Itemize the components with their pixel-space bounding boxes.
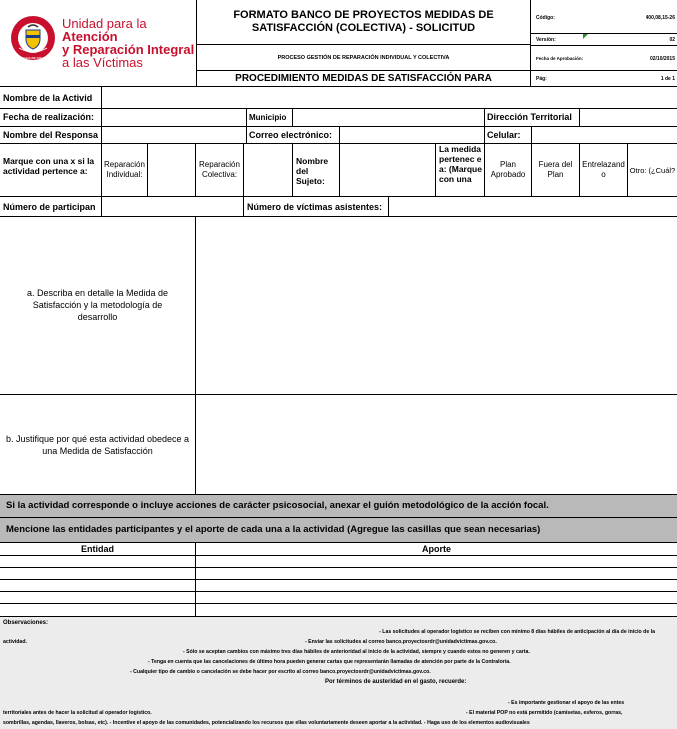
date-label: Fecha de realización: — [0, 109, 102, 126]
entity-cell[interactable] — [0, 580, 196, 591]
observation-line: actividad. — [3, 639, 27, 645]
contribution-cell[interactable] — [196, 592, 677, 603]
logo-line3: a las Víctimas — [62, 55, 143, 70]
process-name: PROCESO GESTIÓN DE REPARACIÓN INDIVIDUAL Y COLECTIVA — [197, 45, 530, 71]
row-date-municipality — [0, 109, 677, 127]
observations-section — [0, 617, 677, 729]
territorial-label: Dirección Territorial — [485, 109, 580, 126]
cell-input[interactable] — [532, 127, 677, 143]
observation-line: - Tenga en cuenta que las cancelaciones de último hora pueden generar cartas que representarán llamadas de atención por parte de la Contraloría. — [148, 659, 511, 665]
other-option[interactable]: Otro: (¿Cuál? — [629, 165, 676, 175]
logo-area — [0, 0, 197, 86]
victims-label: Número de víctimas asistentes: — [244, 197, 389, 216]
form-fields — [0, 86, 677, 216]
entity-cell[interactable] — [0, 568, 196, 579]
table-row — [0, 592, 677, 604]
logo-text — [62, 17, 196, 69]
psychosocial-banner: Si la actividad corresponde o incluye acciones de carácter psicosocial, anexar el guión metodológico de la acción focal. — [0, 495, 677, 518]
meta-version: Versión: 02 — [531, 34, 677, 46]
municipality-input[interactable] — [293, 109, 485, 126]
individual-repair-option: Reparación Individual: — [102, 144, 148, 196]
participants-label: Número de participan — [0, 197, 102, 216]
observation-line: - Sólo se aceptan cambios con máximo tres días hábiles de anterioridad al inicio de la actividad, siempre y cuando estos no generen y carta. — [183, 649, 530, 655]
victims-input[interactable] — [389, 197, 677, 216]
activity-name-label: Nombre de la Activid — [0, 87, 102, 108]
col-contribution-header: Aporte — [196, 543, 677, 556]
austerity-line: - El material POP no está permitido (camisetas, esferos, gorras, — [466, 710, 623, 716]
collective-repair-option: Reparación Colectiva: — [196, 144, 244, 196]
plan-approved-option[interactable]: Plan Aprobado — [485, 144, 532, 196]
logo-line1-strong: Atención — [62, 29, 118, 44]
mark-with-x-label: Marque con una x si la actividad pertence a: — [0, 144, 102, 196]
meta-approval-date: Fecha de Aprobación: 02/10/2015 — [531, 46, 677, 71]
colombia-seal-icon — [10, 15, 56, 61]
row-activity-name — [0, 87, 677, 109]
responsible-input[interactable] — [102, 127, 247, 143]
observation-line: - Enviar las solicitudes al correo banco.proyectosrdr@unidadvictimas.gov.co. — [305, 639, 497, 645]
table-row — [0, 556, 677, 568]
table-row — [0, 568, 677, 580]
description-b-input[interactable] — [196, 395, 677, 494]
header — [0, 0, 677, 86]
entities-banner: Mencione las entidades participantes y el aporte de cada una a la actividad (Agregue las casillas que sean necesarias) — [0, 518, 677, 543]
table-body — [0, 556, 677, 617]
date-input[interactable] — [102, 109, 247, 126]
description-a-input[interactable] — [196, 216, 677, 394]
meta-page: Pág: 1 de 1 — [536, 76, 675, 82]
territorial-input[interactable] — [580, 109, 677, 126]
meta-box — [530, 0, 677, 86]
description-a-label: a. Describa en detalle la Medida de Satisfacción y la metodología de desarrollo — [0, 216, 196, 394]
contribution-cell[interactable] — [196, 556, 677, 567]
collective-repair-checkbox[interactable] — [244, 144, 293, 196]
austerity-line: territoriales antes de hacer la solicitud al operador logístico. — [3, 710, 152, 716]
subject-name-label: Nombre del Sujeto: — [293, 144, 340, 196]
cell-label: Celular: — [485, 127, 532, 143]
table-row — [0, 604, 677, 617]
interlacing-option[interactable]: Entrelazand o — [580, 144, 628, 196]
contribution-cell[interactable] — [196, 580, 677, 591]
row-responsible — [0, 127, 677, 144]
description-b-row — [0, 395, 677, 495]
table-row — [0, 580, 677, 592]
description-a-row — [0, 216, 677, 395]
observation-line: - Cualquier tipo de cambio o cancelación se debe hacer por escrito al correo banco.proyectosrdr@unidadvictimas.gov.co. — [130, 669, 431, 675]
subject-name-input[interactable] — [340, 144, 436, 196]
description-b-label: b. Justifique por qué esta actividad obedece a una Medida de Satisfacción — [0, 395, 196, 494]
activity-name-input[interactable] — [102, 87, 677, 108]
responsible-label: Nombre del Responsa — [0, 127, 102, 143]
individual-repair-checkbox[interactable] — [148, 144, 196, 196]
participants-input[interactable] — [102, 197, 244, 216]
observations-title: Observaciones: — [3, 620, 49, 626]
measure-belongs-label: La medida pertenec e a: (Marque con una — [436, 144, 485, 196]
entity-cell[interactable] — [0, 592, 196, 603]
outside-plan-option[interactable]: Fuera del Plan — [532, 144, 580, 196]
seal-text: REPÚBLICA DE COLOMBIA — [13, 56, 53, 60]
procedure-name: PROCEDIMIENTO MEDIDAS DE SATISFACCIÓN PARA — [235, 73, 492, 84]
entity-cell[interactable] — [0, 556, 196, 567]
form-title: FORMATO BANCO DE PROYECTOS MEDIDAS DE SATISFACCIÓN (COLECTIVA) - SOLICITUD — [197, 0, 530, 45]
austerity-line: sombrillas, agendas, llaveros, bolsas, etc). - Incentive el apoyo de las comunidades, potencializando los recursos que ellas voluntariamente deseen aportar a la actividad. - Haga uso de los elementos audiovisuales — [3, 720, 530, 726]
logo-line1: Unidad para la — [62, 16, 147, 31]
observation-line: - Las solicitudes al operador logístico se reciben con mínimo 8 días hábiles de anticipación al día de inicio de la — [379, 629, 655, 635]
logo-line2: y Reparación Integral — [62, 42, 195, 57]
contribution-cell[interactable] — [196, 568, 677, 579]
entity-cell[interactable] — [0, 604, 196, 616]
austerity-title: Por términos de austeridad en el gasto, recuerde: — [325, 679, 467, 685]
version-marker-icon — [583, 34, 588, 39]
meta-code: Código: 400,08,15-26 — [531, 0, 677, 34]
email-input[interactable] — [340, 127, 485, 143]
entities-table — [0, 543, 677, 617]
contribution-cell[interactable] — [196, 604, 677, 616]
row-activity-type — [0, 144, 677, 197]
col-entity-header: Entidad — [0, 543, 196, 556]
row-participants — [0, 197, 677, 217]
austerity-line: - Es importante gestionar el apoyo de las entes — [508, 700, 625, 706]
email-label: Correo electrónico: — [247, 127, 340, 143]
municipality-label: Municipio — [247, 109, 293, 126]
